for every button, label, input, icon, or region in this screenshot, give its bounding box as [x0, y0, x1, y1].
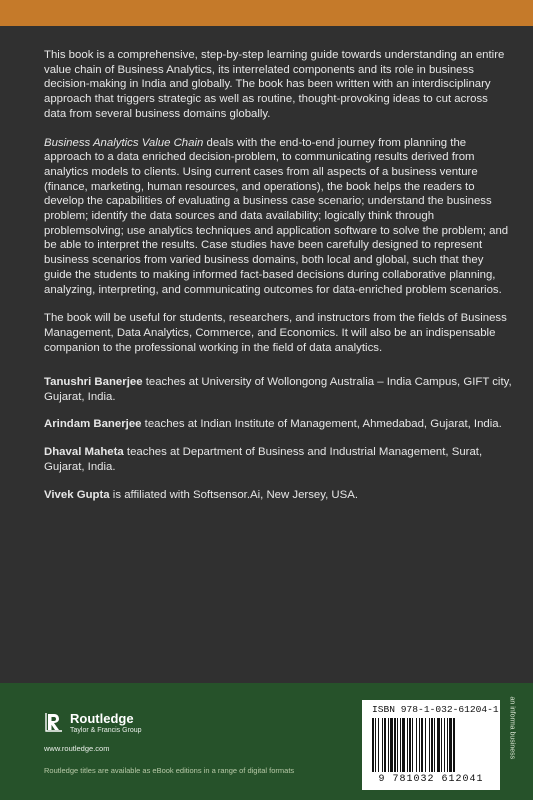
- informa-note: an informa business: [508, 696, 516, 760]
- author-bio: [44, 488, 514, 503]
- barcode-bar: [397, 718, 398, 772]
- barcode-bar: [409, 718, 411, 772]
- barcode-bar: [437, 718, 440, 772]
- barcode-bar: [421, 718, 423, 772]
- barcode-bar: [441, 718, 442, 772]
- barcode-bar: [425, 718, 426, 772]
- barcode-bar: [447, 718, 448, 772]
- author-bio-text: teaches at Department of Business and Industrial Management, Surat, Gujarat, India.: [44, 446, 483, 473]
- author-bio-text: teaches at University of Wollongong Australia – India Campus, GIFT city, Gujarat, India.: [44, 376, 512, 403]
- author-bio-text: teaches at Indian Institute of Management, Ahmedabad, Gujarat, India.: [141, 418, 502, 431]
- vertical-note: [507, 696, 517, 790]
- author-name: Arindam Banerjee: [44, 418, 142, 431]
- author-name: Vivek Gupta: [44, 488, 110, 501]
- barcode-icon: [370, 718, 492, 772]
- barcode-bar: [402, 718, 405, 772]
- publisher-url: www.routledge.com: [44, 744, 110, 753]
- barcode-bar: [429, 718, 430, 772]
- barcode-bar: [431, 718, 433, 772]
- isbn-text: ISBN 978-1-032-61204-1: [372, 704, 499, 715]
- book-title-italic: Business Analytics Value Chain: [44, 136, 204, 149]
- description-paragraph-3: The book will be useful for students, researchers, and instructors from the fields of Business Management, Data Analytics, Commerce, and Economics. It will also be an indispensable companion to the professional working in the field of data analytics.: [44, 312, 507, 354]
- description-paragraph-1: This book is a comprehensive, step-by-step learning guide towards understanding an entire value chain of Business Analytics, its interrelated components and its role in business decision-making in India and globally. The book has been written with an interdisciplinary approach that triggers strategic as well as routine, thought-provoking ideas to cut across data from several business domains globally.: [44, 49, 505, 120]
- barcode-bar: [453, 718, 455, 772]
- barcode-bar: [384, 718, 386, 772]
- barcode-bar: [388, 718, 389, 772]
- barcode-bar: [390, 718, 393, 772]
- barcode-bar: [382, 718, 383, 772]
- description-paragraph-2-rest: deals with the end-to-end journey from planning the approach to a data enriched decision-problem, to communicating results derived from analytics models to clients. Using current cases from all aspects of a business venture (finance, marketing, human resources, and operations), the book helps the readers to develop the capabilities of evaluating a business case scenario; understand the business problem; identify the data sources and data availability; logically think through problemsolving; use analytics techniques and application software to solve the problem; and be able to interpret the results. Case studies have been carefully designed to represent business scenarios from varied business domains, both local and global, such that they guide the students to making informed fact-based decisions during collaborative planning, analyzing, interpreting, and communicating outcomes for data-enriched problem scenarios.: [44, 136, 509, 296]
- barcode-bar: [449, 718, 452, 772]
- description-paragraph-2: [44, 136, 510, 298]
- barcode-bar: [434, 718, 435, 772]
- barcode-bar: [375, 718, 376, 772]
- barcode-bar: [372, 718, 374, 772]
- barcode-bar: [419, 718, 420, 772]
- barcode-bar: [412, 718, 413, 772]
- author-bio: [44, 417, 514, 432]
- routledge-logo-icon: [44, 711, 64, 733]
- ebook-note: Routledge titles are available as eBook editions in a range of digital formats: [44, 766, 295, 775]
- publisher-name: Routledge: [70, 711, 134, 726]
- barcode-bar: [407, 718, 408, 772]
- publisher-group: Taylor & Francis Group: [70, 727, 142, 734]
- barcode-bar: [444, 718, 445, 772]
- barcode-bar: [378, 718, 379, 772]
- author-bios: [44, 375, 514, 515]
- description-text: [44, 48, 510, 369]
- barcode-digits: 9 781032 612041: [378, 774, 484, 785]
- top-color-band: [0, 0, 533, 26]
- author-bio: [44, 375, 514, 404]
- author-name: Tanushri Banerjee: [44, 376, 143, 388]
- author-bio: [44, 445, 514, 474]
- author-name: Dhaval Maheta: [44, 446, 124, 459]
- barcode-bar: [416, 718, 417, 772]
- barcode-bar: [394, 718, 396, 772]
- barcode-box: [362, 700, 500, 790]
- barcode-bar: [400, 718, 401, 772]
- author-bio-text: is affiliated with Softsensor.Ai, New Jersey, USA.: [109, 488, 359, 501]
